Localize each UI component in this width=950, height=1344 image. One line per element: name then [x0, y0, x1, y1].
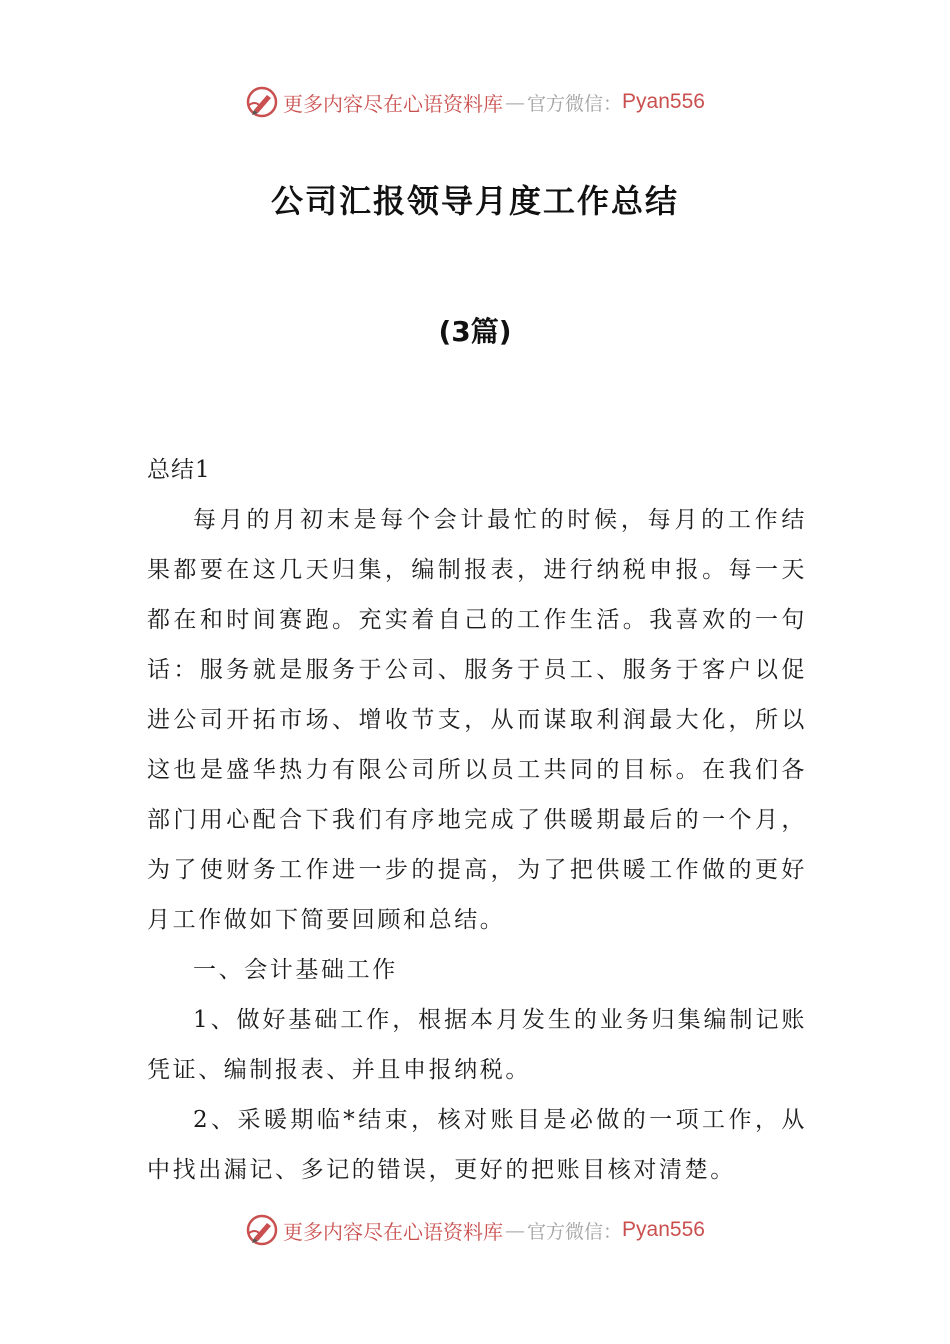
document-title: 公司汇报领导月度工作总结 [270, 182, 679, 220]
banner-dash: — [505, 90, 526, 114]
banner-dash: — [505, 1218, 526, 1242]
document-subtitle: (3篇) [438, 315, 512, 348]
brand-text: 更多内容尽在心语资料库 [283, 91, 504, 116]
footer-banner [0, 1210, 950, 1250]
heading-accounting-basics: 一、会计基础工作 [193, 957, 398, 983]
paragraph-item-1: 1、做好基础工作，根据本月发生的业务归集编制记账凭证、编制报表、并且申报纳税。 [147, 1007, 807, 1083]
document-body [147, 445, 807, 1195]
section-label: 总结1 [147, 457, 211, 483]
paragraph-intro: 每月的月初末是每个会计最忙的时候，每月的工作结果都要在这几天归集，编制报表，进行纳税申报。每一天都在和时间赛跑。充实着自己的工作生活。我喜欢的一句话：服务就是服务于公司、服务于员工、服务于客户以促进公司开拓市场、增收节支，从而谋取利润最大化，所以这也是盛华热力有限公司所以员工共同的目标。在我们各部门用心配合下我们有序地完成了供暖期最后的一个月，为了使财务工作进一步的提高，为了把供暖工作做的更好月工作做如下简要回顾和总结。 [147, 507, 807, 933]
brand-text: 更多内容尽在心语资料库 [283, 1219, 504, 1244]
pen-logo-icon [245, 85, 279, 119]
wechat-label: 官方微信： [527, 92, 623, 115]
header-banner [0, 82, 950, 122]
paragraph-item-2: 2、采暖期临*结束，核对账目是必做的一项工作，从中找出漏记、多记的错误，更好的把账目核对清楚。 [147, 1107, 807, 1183]
pen-logo-icon [245, 1213, 279, 1247]
wechat-id: Pyan556 [622, 1218, 705, 1241]
wechat-id: Pyan556 [622, 90, 705, 113]
wechat-label: 官方微信： [527, 1220, 623, 1243]
